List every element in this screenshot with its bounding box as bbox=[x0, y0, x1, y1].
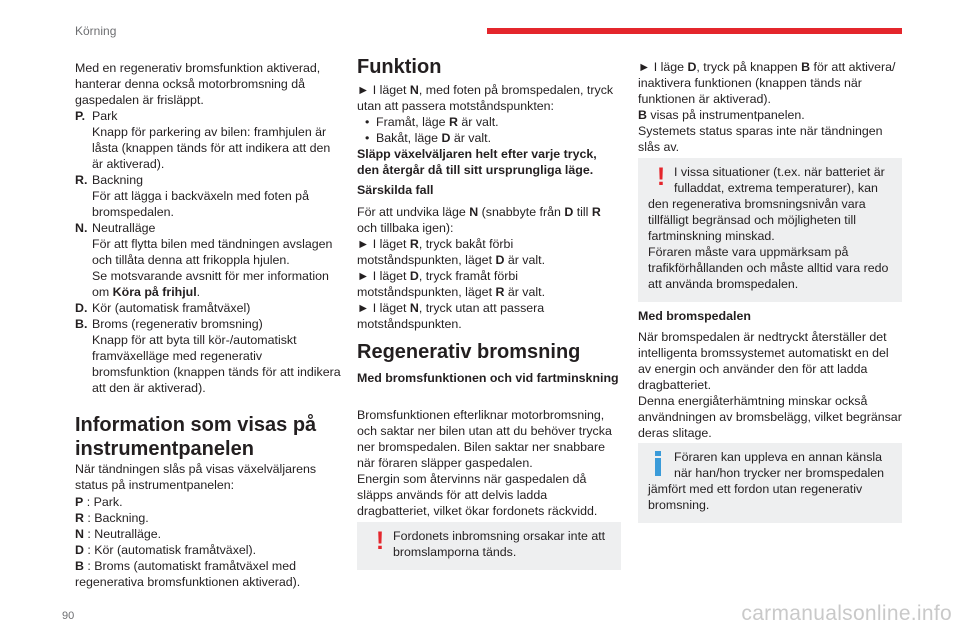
position-n bbox=[75, 220, 343, 300]
subheading-regen: Med bromsfunktionen och vid fartminskning bbox=[357, 371, 619, 385]
warning-text: I vissa situationer (t.ex. när batteriet är fulladdat, extrema temperaturer), kan den regenerativa bromsningsnivån vara tillfälligt begränsad och möjligheten till fartminskning minskad. bbox=[648, 165, 885, 243]
warning-box-regen-limits bbox=[638, 158, 902, 302]
position-key: N. bbox=[75, 221, 88, 235]
subheading-special-cases: Särskilda fall bbox=[357, 183, 434, 197]
warning-text-2: Föraren måste vara uppmärksam på trafikförhållanden och måste alltid vara redo att använda bromspedalen. bbox=[648, 245, 889, 291]
warning-icon: ! bbox=[656, 163, 666, 191]
section-title-funktion: Funktion bbox=[357, 56, 442, 78]
subheading-brake-pedal: Med bromspedalen bbox=[638, 309, 751, 323]
section-title-instrument: Information som visas på instrumentpanelen bbox=[75, 414, 317, 460]
position-d bbox=[75, 300, 343, 316]
position-title: Neutralläge bbox=[92, 221, 156, 235]
status-item: R : Backning. bbox=[75, 511, 149, 525]
position-key: R. bbox=[75, 173, 88, 187]
position-title: Kör (automatisk framåtväxel) bbox=[92, 301, 251, 315]
position-b bbox=[75, 316, 343, 396]
warning-icon: ! bbox=[375, 527, 385, 555]
link-suffix: . bbox=[196, 285, 201, 299]
regen-paragraph-2: Energin som återvinns när gaspedalen då släpps används för att delvis ladda dragbatteriet, vilket ökar fordonets räckvidd. bbox=[357, 472, 598, 518]
special-step-r: ► I läget R, tryck bakåt förbi motståndspunkten, läget D är valt. bbox=[357, 237, 546, 267]
section-title-regen: Regenerativ bromsning bbox=[357, 341, 581, 363]
page-number: 90 bbox=[62, 610, 75, 622]
status-item: D : Kör (automatisk framåtväxel). bbox=[75, 543, 257, 557]
info-box-pedal-feel bbox=[638, 443, 902, 523]
freewheel-link[interactable]: Köra på frihjul bbox=[112, 285, 197, 299]
funktion-paragraph: ► I läget N, med foten på bromspedalen, tryck utan att passera motståndspunkten: bbox=[357, 83, 614, 113]
status-item: N : Neutralläge. bbox=[75, 527, 162, 541]
bullet-item: • Bakåt, läge D är valt. bbox=[365, 131, 492, 145]
position-desc: Knapp för att byta till kör-/automatiskt framväxelläge med regenerativ bromsfunktion (knappen tänds för att indikera att den är aktiverad). bbox=[92, 333, 341, 395]
watermark: carmanualsonline.info bbox=[741, 602, 952, 625]
position-r bbox=[75, 172, 343, 220]
warning-box-brakelights bbox=[357, 522, 621, 570]
special-step-n: ► I läget N, tryck utan att passera motståndspunkten. bbox=[357, 301, 545, 331]
warning-text: Fordonets inbromsning orsakar inte att bromslamporna tänds. bbox=[393, 529, 606, 559]
position-desc: Knapp för parkering av bilen: framhjulen är låsta (knappen tänds för att indikera att den är aktiverad). bbox=[92, 125, 331, 171]
regen-paragraph: Bromsfunktionen efterliknar motorbromsning, och saktar ner bilen utan att du behöver trycka ner bromspedalen. Bilen saktar ner snabbare när föraren släpper gaspedalen. bbox=[357, 408, 612, 470]
position-p bbox=[75, 108, 343, 172]
info-icon bbox=[648, 449, 674, 479]
status-list bbox=[75, 494, 343, 590]
b-display-paragraph: B visas på instrumentpanelen. bbox=[638, 108, 805, 122]
position-key: D. bbox=[75, 301, 88, 315]
header-accent-bar bbox=[487, 28, 902, 34]
section-intro: När tändningen slås på visas växelväljarens status på instrumentpanelen: bbox=[75, 462, 317, 492]
special-step-d: ► I läget D, tryck framåt förbi motståndspunkten, läget R är valt. bbox=[357, 269, 546, 299]
b-button-paragraph: ► I läge D, tryck på knappen B för att aktivera/ inaktivera funktionen (knappen tänds när funktionen är aktiverad). bbox=[638, 60, 896, 106]
pedal-paragraph-2: Denna energiåterhämtning minskar också användningen av bromsbelägg, vilket begränsar deras slitage. bbox=[638, 394, 902, 440]
pedal-paragraph: När bromspedalen är nedtryckt återställer det intelligenta bromssystemet automatiskt en del av energin och använder den för att ladda dragbatteriet. bbox=[638, 330, 889, 392]
bullet-item: • Framåt, läge R är valt. bbox=[365, 115, 499, 129]
position-title: Broms (regenerativ bromsning) bbox=[92, 317, 263, 331]
position-title: Backning bbox=[92, 173, 143, 187]
position-desc: För att lägga i backväxeln med foten på bromspedalen. bbox=[92, 189, 309, 219]
status-item: P : Park. bbox=[75, 495, 123, 509]
position-key: B. bbox=[75, 317, 88, 331]
direction-bullets bbox=[357, 114, 621, 146]
position-key: P. bbox=[75, 109, 86, 123]
release-note: Släpp växelväljaren helt efter varje tryck, den återgår då till sitt ursprungliga läge. bbox=[357, 147, 597, 177]
info-text: Föraren kan uppleva en annan känsla när han/hon trycker ner bromspedalen jämfört med ett fordon utan regenerativ bromsning. bbox=[648, 450, 885, 512]
position-desc: Se motsvarande avsnitt för mer information om bbox=[92, 269, 329, 299]
position-desc: För att flytta bilen med tändningen avslagen och tillåta denna att frikoppla hjulen. bbox=[92, 237, 333, 267]
gear-position-list bbox=[75, 108, 343, 396]
status-saved-paragraph: Systemets status sparas inte när tändningen slås av. bbox=[638, 124, 883, 154]
status-item: B : Broms (automatiskt framåtväxel med regenerativa bromsfunktionen aktiverad). bbox=[75, 559, 301, 589]
position-title: Park bbox=[92, 109, 118, 123]
intro-paragraph: Med en regenerativ bromsfunktion aktiverad, hanterar denna också motorbromsning då gaspedalen är frisläppt. bbox=[75, 61, 321, 107]
special-cases-text: För att undvika läge N (snabbyte från D till R och tillbaka igen): bbox=[357, 205, 601, 235]
header-title: Körning bbox=[75, 24, 117, 38]
